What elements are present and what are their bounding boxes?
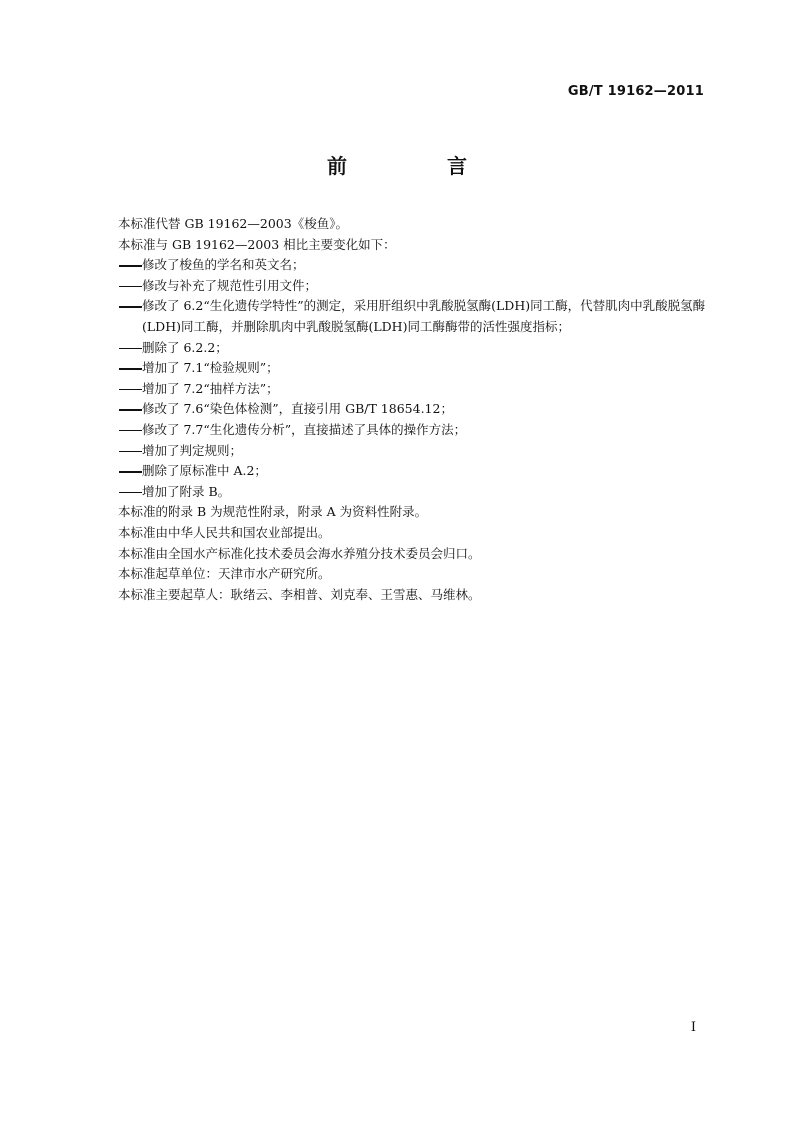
change-item-text: 删除了原标准中 A.2； [142,463,267,479]
dash-marker [118,379,142,400]
dash-marker [118,482,142,503]
foreword-body [118,214,708,605]
change-item [118,441,708,462]
change-item-text: 删除了 6.2.2； [142,339,228,355]
change-item [118,482,708,503]
dash-marker [118,441,142,462]
closing-paragraph: 本标准起草单位：天津市水产研究所。 [118,566,331,582]
closing-paragraph: 本标准由全国水产标准化技术委员会海水养殖分技术委员会归口。 [118,545,481,561]
dash-marker [118,399,142,420]
change-item-text: 增加了 7.2“抽样方法”； [142,380,279,396]
change-item-text: 修改与补充了规范性引用文件； [142,277,318,293]
dash-marker [118,338,142,359]
intro-paragraph: 本标准与 GB 19162—2003 相比主要变化如下： [118,236,396,252]
intro-paragraph: 本标准代替 GB 19162—2003《梭鱼》。 [118,216,348,231]
change-item [118,338,708,359]
change-item-text: 修改了 6.2“生化遗传学特性”的测定，采用肝组织中乳酸脱氢酶(LDH)同工酶，代替肌肉中乳酸脱氢酶(LDH)同工酶，并删除肌肉中乳酸脱氢酶(LDH)同工酶酶带的活性强度指标； [142,298,706,334]
page-title: 前 言 [327,154,507,178]
standard-code: GB/T 19162—2011 [567,84,704,99]
change-item-text: 修改了 7.6“染色体检测”，直接引用 GB/T 18654.12； [142,401,453,417]
change-item [118,379,708,400]
change-item [118,296,708,337]
dash-marker [118,296,142,317]
change-item [118,399,708,420]
change-item [118,420,708,441]
change-item [118,255,708,276]
change-item [118,461,708,482]
dash-marker [118,461,142,482]
change-item-text: 修改了梭鱼的学名和英文名； [142,257,305,273]
dash-marker [118,255,142,276]
change-item-text: 增加了 7.1“检验规则”； [142,360,279,376]
change-item [118,276,708,297]
change-item-text: 修改了 7.7“生化遗传分析”，直接描述了具体的操作方法； [142,421,467,437]
closing-paragraph: 本标准主要起草人：耿绪云、李相普、刘克奉、王雪惠、马维林。 [118,586,481,602]
dash-marker [118,276,142,297]
dash-marker [118,358,142,379]
closing-paragraph: 本标准由中华人民共和国农业部提出。 [118,524,331,540]
change-item-text: 增加了判定规则； [142,442,243,458]
change-item-text: 增加了附录 B。 [142,483,231,499]
closing-paragraph: 本标准的附录 B 为规范性附录，附录 A 为资料性附录。 [118,504,428,520]
page-number: I [690,1020,696,1035]
dash-marker [118,420,142,441]
change-item [118,358,708,379]
